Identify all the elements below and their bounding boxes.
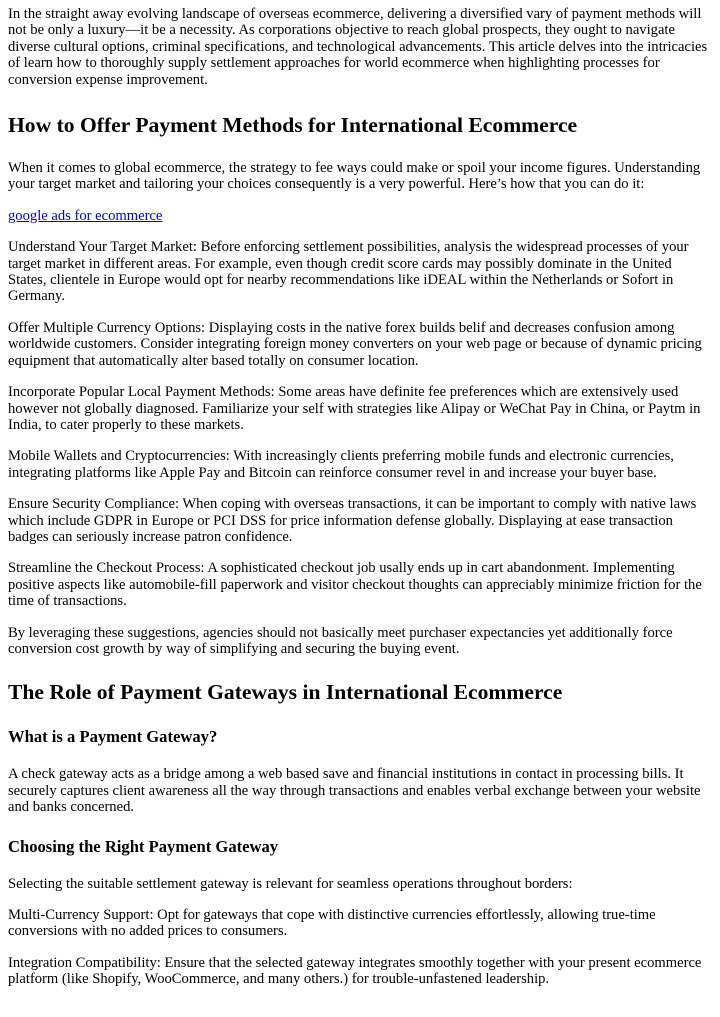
- paragraph-multi-currency: Multi-Currency Support: Opt for gateways that cope with distinctive currencies effortlessly, allowing true-time conversions with no added prices to consumers.: [8, 907, 656, 940]
- paragraph-security: Ensure Security Compliance: When coping with overseas transactions, it can be important to comply with native laws which include GDPR in Europe or PCI DSS for price information defense globally. Displaying at ease transaction badges can seriously increase patron confidence.: [8, 496, 697, 545]
- section-heading-payment-methods: How to Offer Payment Methods for International Ecommerce: [8, 113, 578, 138]
- paragraph-selecting-gateway: Selecting the suitable settlement gateway is relevant for seamless operations throughout borders:: [8, 875, 573, 892]
- intro-paragraph: In the straight away evolving landscape of overseas ecommerce, delivering a diversified vary of payment methods will not be only a luxury—it be a necessity. As corporations objective to reach global prospects, they ought to navigate diverse cultural options, criminal specifications, and technological advancements. This article delves into the intricacies of learn how to thoroughly supply settlement approaches for world ecommerce when highlighting processes for conversion expense improvement.: [8, 6, 708, 88]
- paragraph-currency-options: Offer Multiple Currency Options: Displaying costs in the native forex builds belif and decreases confusion among worldwide customers. Consider integrating foreign money converters on your web page or because of dynamic pricing equipment that automatically alter based totally on consumer location.: [8, 319, 702, 369]
- paragraph-integration: Integration Compatibility: Ensure that the selected gateway integrates smoothly together with your present ecommerce platform (like Shopify, WooCommerce, and many others.) for trouble-unfastened leadership.: [8, 954, 702, 988]
- paragraph-local-methods: Incorporate Popular Local Payment Methods: Some areas have definite fee preferences which are extensively used however not globally diagnosed. Familiarize your self with strategies like Alipay or WeChat Pay in China, or Paytm in India, to cater properly to these markets.: [8, 384, 701, 433]
- paragraph-conclusion: By leveraging these suggestions, agencies should not basically meet purchaser expectancies yet additionally force conversion cost growth by way of simplifying and securing the buying event.: [8, 624, 673, 657]
- paragraph-checkout: Streamline the Checkout Process: A sophisticated checkout job usally ends up in cart abandonment. Implementing positive aspects like automobile-fill paperwork and visitor checkout thoughts can appreciably minimize friction for the time of transactions.: [8, 560, 702, 610]
- google-ads-link[interactable]: google ads for ecommerce: [8, 207, 163, 224]
- section-lead-paragraph: When it comes to global ecommerce, the strategy to fee ways could make or spoil your income figures. Understanding your target market and tailoring your choices consequently is a very powerful. Here’s how that you can do it:: [8, 160, 701, 193]
- link-paragraph: [8, 208, 712, 224]
- subheading-choosing-gateway: Choosing the Right Payment Gateway: [8, 836, 279, 856]
- paragraph-mobile-wallets: Mobile Wallets and Cryptocurrencies: With increasingly clients preferring mobile funds and electronic currencies, integrating platforms like Apple Pay and Bitcoin can reinforce consumer revel in and increase your buyer base.: [8, 448, 674, 481]
- subheading-what-is-gateway: What is a Payment Gateway?: [8, 727, 218, 747]
- section-heading-payment-gateways: The Role of Payment Gateways in International Ecommerce: [8, 680, 563, 705]
- paragraph-gateway-definition: A check gateway acts as a bridge among a web based save and financial institutions in contact in processing bills. It securely captures client awareness all the way through transactions and enables verbal exchange between your website and banks concerned.: [8, 766, 701, 816]
- paragraph-target-market: Understand Your Target Market: Before enforcing settlement possibilities, analysis the widespread processes of your target market in different areas. For example, even though credit score cards may possibly dominate in the United States, clientele in Europe would opt for nearby recommendations like iDEAL within the Netherlands or Sofort in Germany.: [8, 239, 689, 305]
